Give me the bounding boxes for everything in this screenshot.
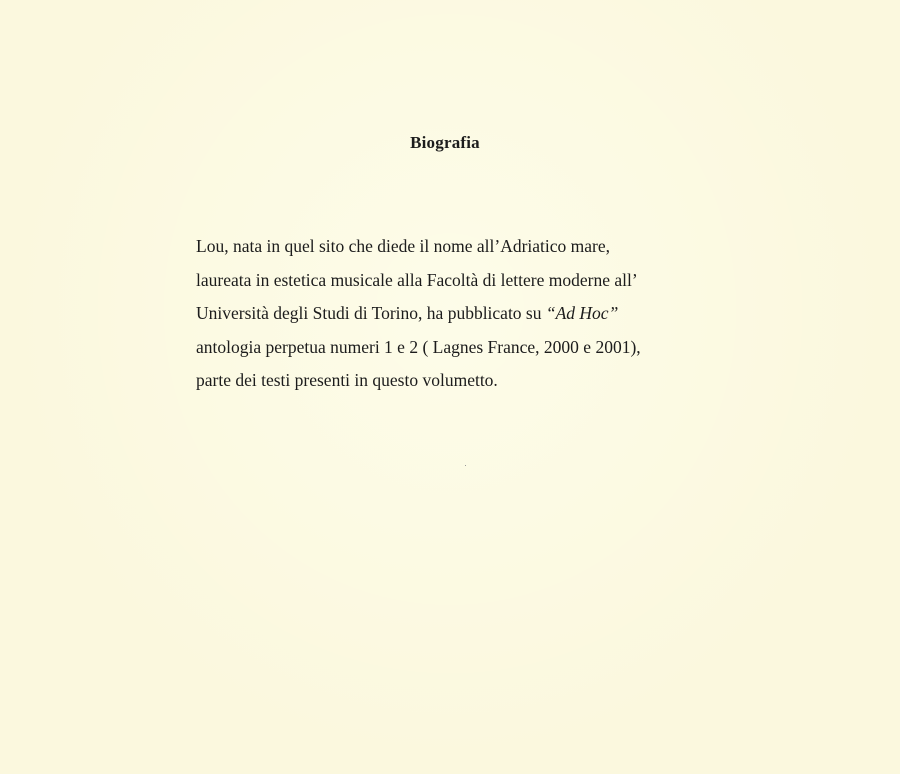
paper-speck bbox=[465, 465, 466, 466]
paragraph-line-5: parte dei testi presenti in questo volumetto. bbox=[196, 370, 498, 390]
biography-paragraph bbox=[196, 230, 796, 398]
paragraph-line-3 bbox=[196, 297, 796, 331]
paragraph-line-3-text: Università degli Studi di Torino, ha pubblicato su bbox=[196, 303, 546, 323]
page-title: Biografia bbox=[410, 133, 480, 152]
paragraph-line-2: laureata in estetica musicale alla Facoltà di lettere moderne all’ bbox=[196, 269, 638, 290]
paragraph-line-4: antologia perpetua numeri 1 e 2 ( Lagnes France, 2000 e 2001), bbox=[196, 336, 641, 357]
publication-title: “Ad Hoc” bbox=[545, 303, 619, 323]
paragraph-line-1: Lou, nata in quel sito che diede il nome all’Adriatico mare, bbox=[196, 236, 611, 256]
